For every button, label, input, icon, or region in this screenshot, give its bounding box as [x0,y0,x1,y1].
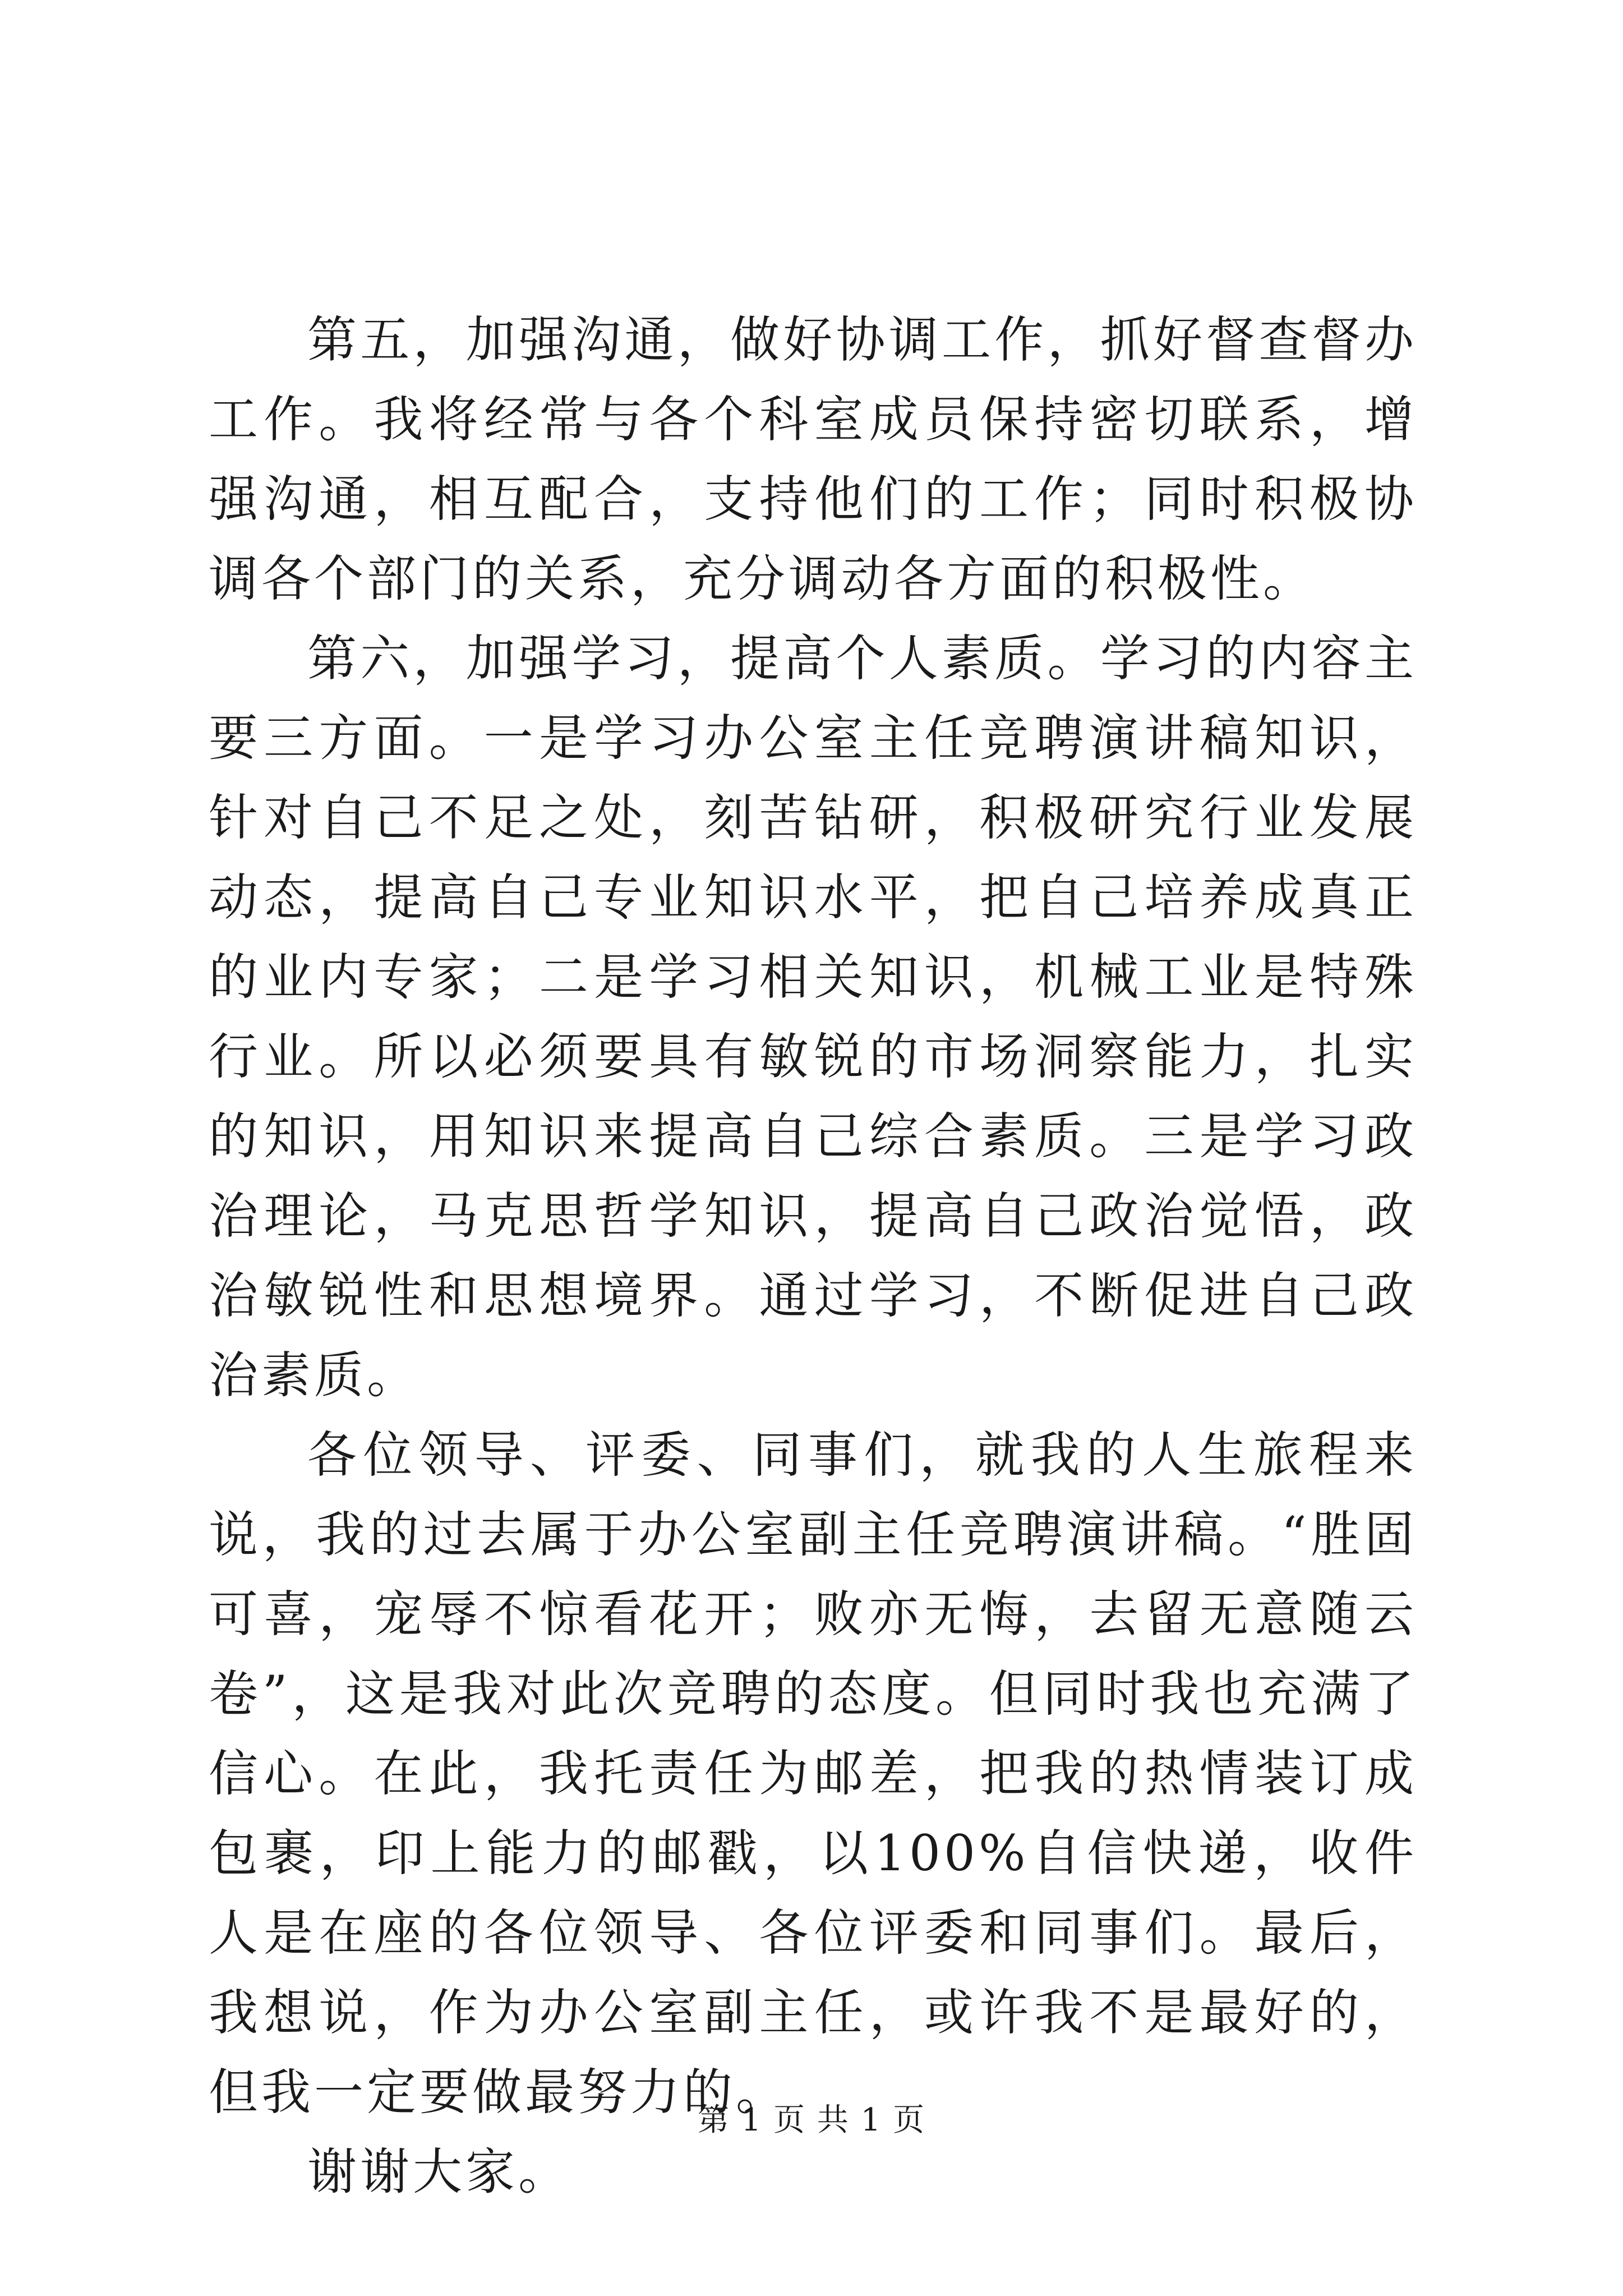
paragraph-thanks: 谢谢大家。 [307,2143,571,2201]
page-number-footer: 第 1 页 共 1 页 [697,2102,926,2138]
paragraph-sixth-point: 第六，加强学习，提高个人素质。学习的内容主要三方面。一是学习办公室主任竞聘演讲稿知识，针对自己不足之处，刻苦钻研，积极研究行业发展动态，提高自己专业知识水平，把自己培养成真正的业内专家；二是学习相关知识，机械工业是特殊行业。所以必须要具有敏锐的市场洞察能力，扎实的知识，用知识来提高自己综合素质。三是学习政治理论，马克思哲学知识，提高自己政治觉悟，政治敏锐性和思想境界。通过学习，不断促进自己政治素质。 [209,629,1417,1404]
document-body [209,300,1417,2212]
paragraph-fifth-point: 第五，加强沟通，做好协调工作，抓好督查督办工作。我将经常与各个科室成员保持密切联系，增强沟通，相互配合，支持他们的工作；同时积极协调各个部门的关系，充分调动各方面的积极性。 [209,311,1417,608]
paragraph-closing-remarks: 各位领导、评委、同事们，就我的人生旅程来说，我的过去属于办公室副主任竞聘演讲稿。“胜固可喜，宠辱不惊看花开；败亦无悔，去留无意随云卷”，这是我对此次竞聘的态度。但同时我也充满了信心。在此，我托责任为邮差，把我的热情装订成包裹，印上能力的邮戳，以100%自信快递，收件人是在座的各位领导、各位评委和同事们。最后，我想说，作为办公室副主任，或许我不是最好的，但我一定要做最努力的。 [209,1426,1417,2121]
